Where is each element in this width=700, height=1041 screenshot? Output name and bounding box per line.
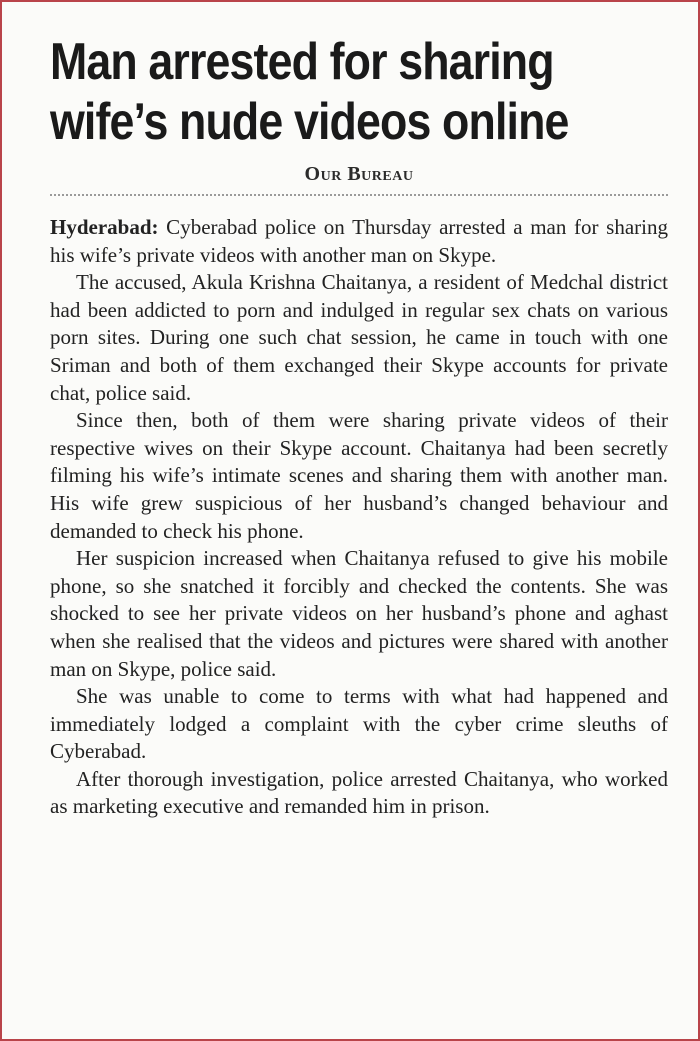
paragraph-3: Since then, both of them were sharing private videos of their respective wives on their Skype account. Chaitanya had been secretly filming his wife’s intimate scenes and sharing them with another man. His wife grew suspicious of her husband’s changed behaviour and demanded to check his phone. [50, 408, 668, 543]
article-body [50, 214, 668, 821]
byline: Our Bureau [304, 163, 414, 185]
paragraph-2: The accused, Akula Krishna Chaitanya, a resident of Medchal district had been addicted to porn and indulged in regular sex chats on various porn sites. During one such chat session, he came in touch with one Sriman and both of them exchanged their Skype accounts for private chat, police said. [50, 270, 668, 405]
paragraph-1 [50, 214, 668, 269]
headline [50, 32, 581, 152]
headline-line-1: Man arrested for sharing [50, 33, 554, 91]
paragraph-1-text: Cyberabad police on Thursday arrested a man for sharing his wife’s private videos with another man on Skype. [50, 215, 668, 267]
dateline: Hyderabad: [50, 215, 159, 239]
paragraph-6: After thorough investigation, police arrested Chaitanya, who worked as marketing executive and remanded him in prison. [50, 766, 668, 819]
paragraph-4: Her suspicion increased when Chaitanya refused to give his mobile phone, so she snatched it forcibly and checked the contents. She was shocked to see her private videos on her husband’s phone and aghast when she realised that the videos and pictures were shared with another man on Skype, police said. [50, 546, 668, 681]
headline-line-2: wife’s nude videos online [50, 93, 569, 151]
dotted-divider [50, 194, 668, 196]
paragraph-5: She was unable to come to terms with what had happened and immediately lodged a complaint with the cyber crime sleuths of Cyberabad. [50, 684, 668, 764]
